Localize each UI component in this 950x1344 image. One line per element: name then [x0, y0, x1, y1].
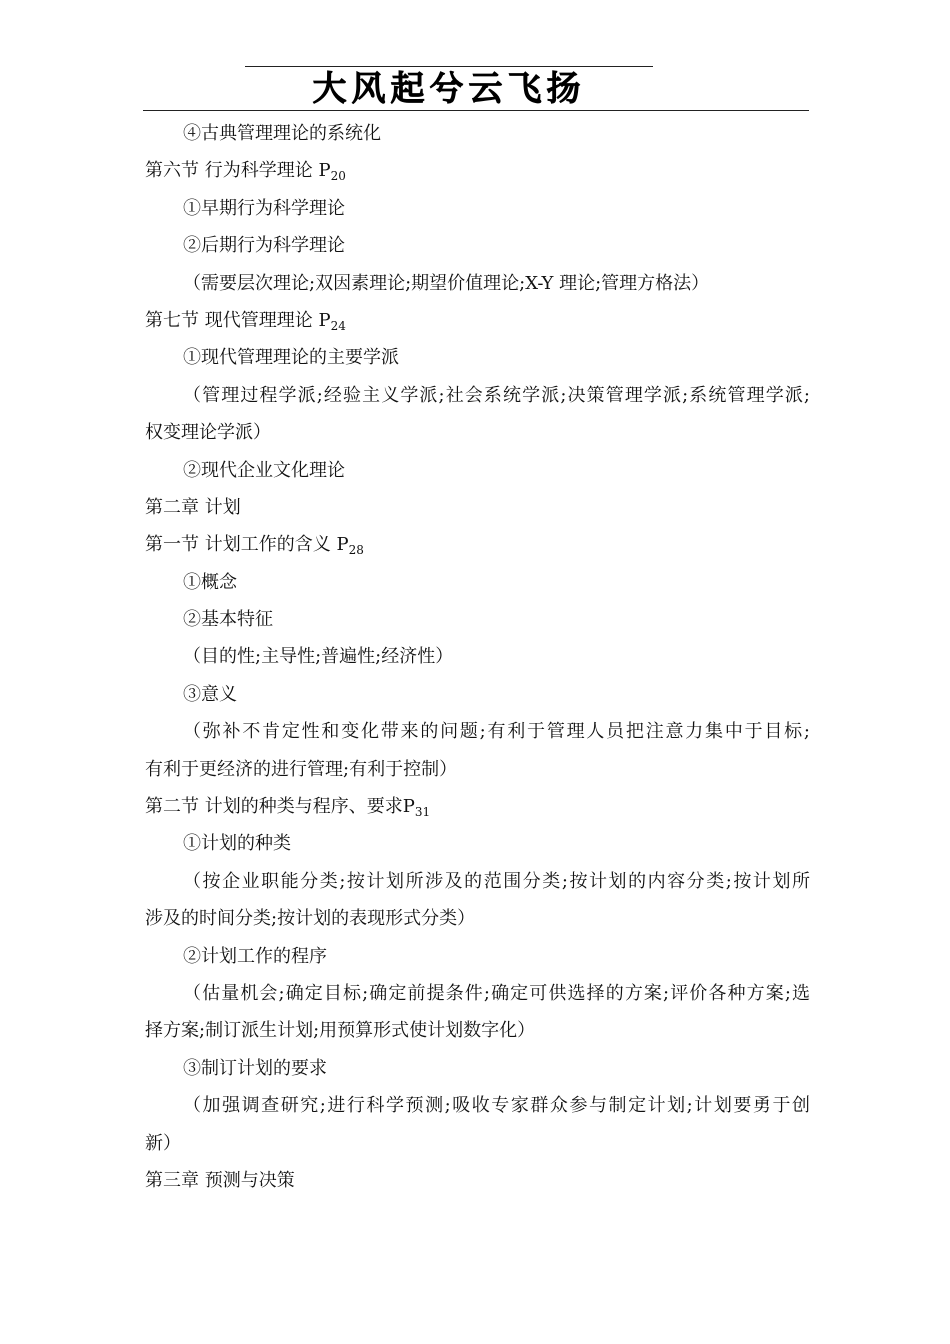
paren-behavioral-theories: （需要层次理论;双因素理论;期望价值理论;X-Y 理论;管理方格法） [183, 272, 710, 294]
paren-significance-1: （弥补不肯定性和变化带来的问题;有利于管理人员把注意力集中于目标; [183, 721, 810, 743]
item-planning-procedure: ②计划工作的程序 [183, 945, 327, 967]
section-planning-meaning: 第一节 计划工作的含义 $P_{28}$ [145, 534, 364, 558]
paren-procedure-2: 择方案;制订派生计划;用预算形式使计划数字化） [145, 1020, 536, 1042]
item-early-behavioral: ①早期行为科学理论 [183, 197, 345, 219]
paren-schools-1: （管理过程学派;经验主义学派;社会系统学派;决策管理学派;系统管理学派; [183, 384, 810, 406]
paren-requirements-1: （加强调查研究;进行科学预测;吸收专家群众参与制定计划;计划要勇于创 [183, 1095, 810, 1117]
document-body [145, 115, 810, 1199]
paren-features: （目的性;主导性;普遍性;经济性） [183, 646, 454, 668]
item-classical-systematization: ④古典管理理论的系统化 [183, 123, 381, 144]
item-planning-requirements: ③制订计划的要求 [183, 1057, 327, 1079]
item-corporate-culture: ②现代企业文化理论 [183, 459, 345, 481]
chapter-forecast-decision: 第三章 预测与决策 [145, 1169, 295, 1191]
item-late-behavioral: ②后期行为科学理论 [183, 235, 345, 257]
section-modern-management: 第七节 现代管理理论 $P_{24}$ [145, 309, 346, 333]
section-behavioral-science: 第六节 行为科学理论 $P_{20}$ [145, 160, 346, 184]
paren-plan-types-1: （按企业职能分类;按计划所涉及的范围分类;按计划的内容分类;按计划所 [183, 870, 810, 892]
item-concept: ①概念 [183, 571, 237, 593]
item-main-schools: ①现代管理理论的主要学派 [183, 347, 399, 369]
header-bottom-rule [143, 110, 809, 111]
header-title: 大风起兮云飞扬 [312, 69, 586, 109]
item-plan-types: ①计划的种类 [183, 833, 291, 855]
paren-requirements-2: 新） [145, 1132, 181, 1154]
paren-plan-types-2: 涉及的时间分类;按计划的表现形式分类） [145, 908, 476, 930]
header-top-rule [245, 66, 653, 67]
item-significance: ③意义 [183, 683, 237, 705]
section-planning-types: 第二节 计划的种类与程序、要求$P_{31}$ [145, 796, 431, 820]
paren-procedure-1: （估量机会;确定目标;确定前提条件;确定可供选择的方案;评价各种方案;选 [183, 982, 810, 1004]
paren-schools-2: 权变理论学派） [145, 422, 271, 444]
item-basic-features: ②基本特征 [183, 609, 273, 631]
paren-significance-2: 有利于更经济的进行管理;有利于控制） [145, 758, 458, 780]
chapter-planning: 第二章 计划 [145, 496, 241, 518]
